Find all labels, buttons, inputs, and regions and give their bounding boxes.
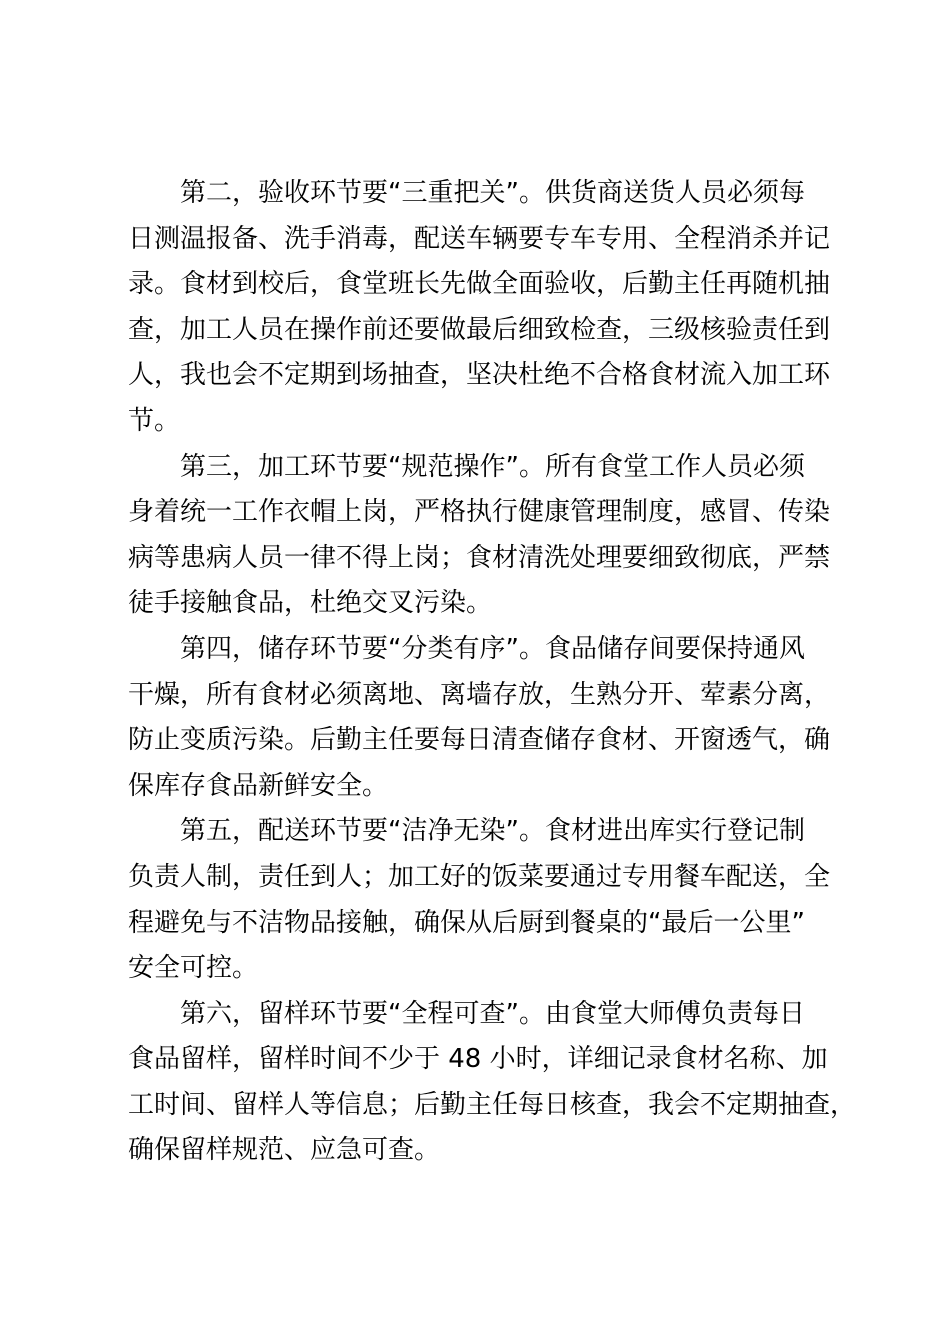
paragraph-delivery (128, 809, 833, 991)
document-page (128, 171, 857, 1174)
text-line: 第五，配送环节要“洁净无染”。食材进出库实行登记制 (180, 816, 805, 847)
text-line: 工时间、留样人等信息；后勤主任每日核查，我会不定期抽查， (128, 1089, 857, 1120)
text-line: 第三，加工环节要“规范操作”。所有食堂工作人员必须 (180, 451, 805, 482)
text-line: 病等患病人员一律不得上岗；食材清洗处理要细致彻底，严禁 (128, 542, 831, 573)
paragraph-processing (128, 445, 833, 627)
text-line: 确保留样规范、应急可查。 (128, 1135, 441, 1166)
text-line: 第六，留样环节要“全程可查”。由食堂大师傅负责每日 (180, 998, 805, 1029)
text-line: 保库存食品新鲜安全。 (128, 770, 389, 801)
text-line: 日测温报备、洗手消毒，配送车辆要专车专用、全程消杀并记 (128, 223, 831, 254)
paragraph-acceptance (128, 171, 833, 445)
text-line: 干燥，所有食材必须离地、离墙存放，生熟分开、荤素分离， (128, 679, 831, 710)
text-line: 食品留样，留样时间不少于 48 小时，详细记录食材名称、加 (128, 1044, 828, 1075)
text-line: 身着统一工作衣帽上岗，严格执行健康管理制度，感冒、传染 (128, 497, 831, 528)
paragraph-storage (128, 627, 833, 809)
paragraph-sampling (128, 992, 857, 1174)
text-line: 第四，储存环节要“分类有序”。食品储存间要保持通风 (180, 633, 805, 664)
text-line: 安全可控。 (128, 953, 259, 984)
text-line: 查，加工人员在操作前还要做最后细致检查，三级核验责任到 (128, 314, 831, 345)
text-line: 徒手接触食品，杜绝交叉污染。 (128, 588, 493, 619)
text-line: 第二，验收环节要“三重把关”。供货商送货人员必须每 (180, 178, 805, 208)
text-line: 负责人制，责任到人；加工好的饭菜要通过专用餐车配送，全 (128, 861, 831, 892)
text-line: 程避免与不洁物品接触，确保从后厨到餐桌的“最后一公里” (128, 907, 805, 938)
text-line: 节。 (128, 405, 181, 436)
text-line: 防止变质污染。后勤主任要每日清查储存食材、开窗透气，确 (128, 725, 831, 756)
text-line: 录。食材到校后，食堂班长先做全面验收，后勤主任再随机抽 (128, 269, 831, 300)
text-line: 人，我也会不定期到场抽查，坚决杜绝不合格食材流入加工环 (128, 360, 831, 391)
